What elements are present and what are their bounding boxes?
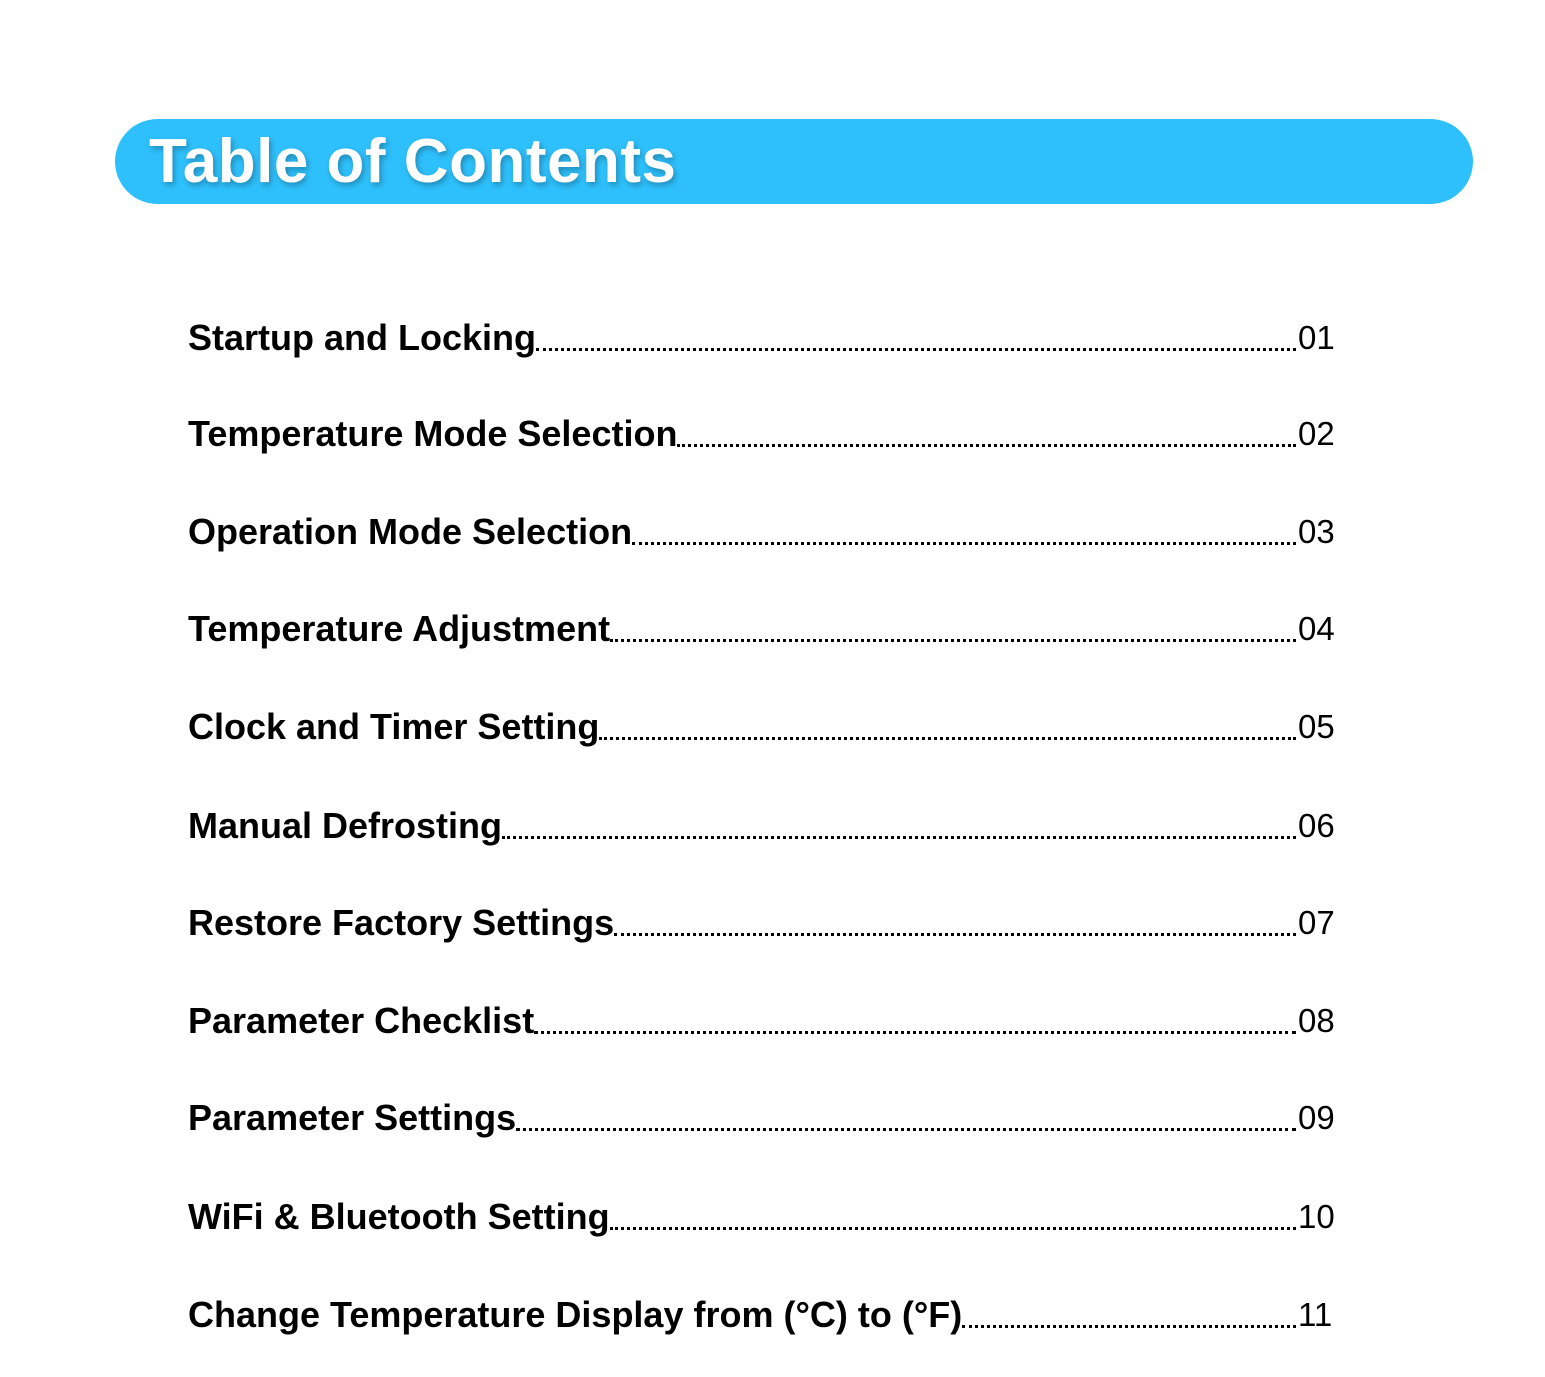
toc-entry-label: Temperature Mode Selection [188, 413, 678, 454]
toc-entry-page: 05 [1298, 708, 1335, 745]
dot-leader [962, 1325, 1296, 1328]
page-title: Table of Contents [149, 127, 677, 196]
header-banner [115, 119, 1473, 204]
dot-leader [632, 542, 1296, 545]
dot-leader [536, 348, 1296, 351]
toc-entry[interactable] [188, 893, 1340, 943]
dot-leader [534, 1031, 1296, 1034]
toc-entry[interactable] [188, 1285, 1340, 1335]
toc-entry[interactable] [188, 502, 1340, 552]
toc-entry-label: Operation Mode Selection [188, 511, 633, 552]
toc-entry-page: 01 [1298, 319, 1335, 356]
dot-leader [599, 737, 1296, 740]
toc-entry[interactable] [188, 308, 1340, 358]
dot-leader [502, 836, 1296, 839]
toc-entry-label: Parameter Checklist [188, 1000, 535, 1041]
toc-entry-label: Change Temperature Display from (°C) to (°F) [188, 1294, 963, 1335]
toc-entry-page: 10 [1298, 1198, 1335, 1235]
toc-entry-label: Restore Factory Settings [188, 902, 615, 943]
dot-leader [677, 444, 1296, 447]
toc-entry-page: 06 [1298, 807, 1335, 844]
toc-entry[interactable] [188, 697, 1340, 747]
toc-entry-label: Clock and Timer Setting [188, 706, 600, 747]
toc-entry-page: 11 [1298, 1296, 1333, 1333]
toc-entry-page: 03 [1298, 513, 1335, 550]
toc-entry[interactable] [188, 404, 1340, 454]
toc-entry[interactable] [188, 599, 1340, 649]
toc-entry[interactable] [188, 991, 1340, 1041]
toc-entry-label: Parameter Settings [188, 1097, 517, 1138]
toc-entry[interactable] [188, 1088, 1340, 1138]
toc-entry-page: 02 [1298, 415, 1335, 452]
dot-leader [614, 933, 1296, 936]
toc-entry-label: Startup and Locking [188, 317, 537, 358]
dot-leader [516, 1128, 1296, 1131]
toc-entry[interactable] [188, 796, 1340, 846]
toc-entry-label: WiFi & Bluetooth Setting [188, 1196, 610, 1237]
toc-entry[interactable] [188, 1187, 1340, 1237]
toc-entry-page: 04 [1298, 610, 1335, 647]
toc-entry-label: Temperature Adjustment [188, 608, 611, 649]
dot-leader [610, 639, 1296, 642]
toc-entry-label: Manual Defrosting [188, 805, 503, 846]
dot-leader [610, 1227, 1296, 1230]
toc-entry-page: 09 [1298, 1099, 1335, 1136]
toc-entry-page: 08 [1298, 1002, 1335, 1039]
toc-entry-page: 07 [1298, 904, 1335, 941]
